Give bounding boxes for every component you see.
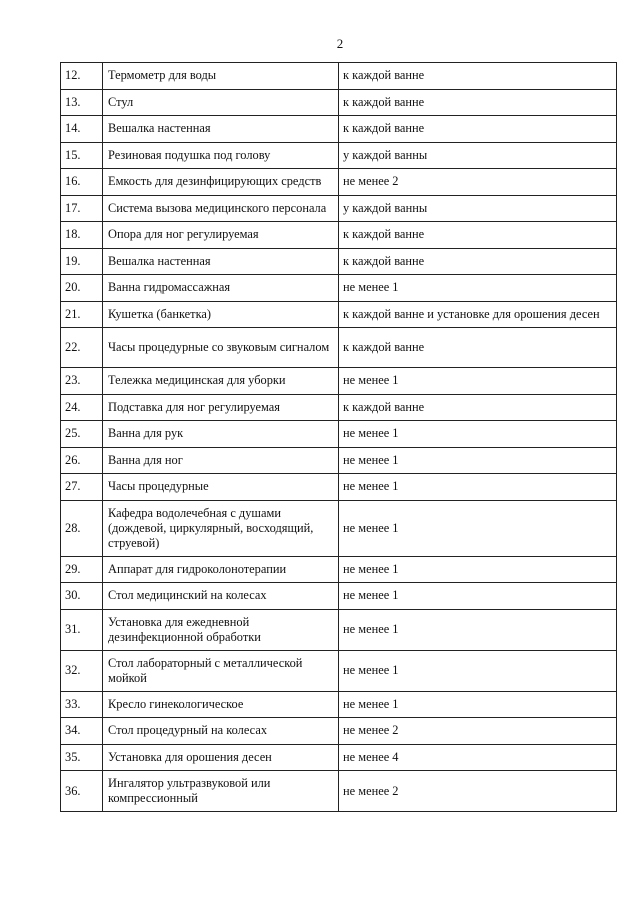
table-row bbox=[61, 650, 617, 691]
item-quantity: у каждой ванны bbox=[339, 142, 617, 169]
item-quantity: к каждой ванне и установке для орошения десен bbox=[339, 301, 617, 328]
row-number: 26. bbox=[61, 447, 103, 474]
item-name: Опора для ног регулируемая bbox=[103, 222, 339, 249]
row-number: 30. bbox=[61, 583, 103, 610]
table-row bbox=[61, 447, 617, 474]
table-row bbox=[61, 474, 617, 501]
row-number: 36. bbox=[61, 771, 103, 812]
table-row bbox=[61, 556, 617, 583]
row-number: 24. bbox=[61, 394, 103, 421]
table-row bbox=[61, 142, 617, 169]
table-row bbox=[61, 169, 617, 196]
table-row bbox=[61, 583, 617, 610]
item-name: Термометр для воды bbox=[103, 63, 339, 90]
table-row bbox=[61, 609, 617, 650]
table-row bbox=[61, 744, 617, 771]
item-name: Кресло гинекологическое bbox=[103, 691, 339, 718]
row-number: 12. bbox=[61, 63, 103, 90]
item-name: Аппарат для гидроколонотерапии bbox=[103, 556, 339, 583]
table-row bbox=[61, 328, 617, 368]
item-name: Кафедра водолечебная с душами (дождевой, циркулярный, восходящий, струевой) bbox=[103, 500, 339, 556]
row-number: 18. bbox=[61, 222, 103, 249]
row-number: 34. bbox=[61, 718, 103, 745]
item-quantity: к каждой ванне bbox=[339, 63, 617, 90]
table-row bbox=[61, 89, 617, 116]
item-quantity: не менее 1 bbox=[339, 556, 617, 583]
item-name: Часы процедурные со звуковым сигналом bbox=[103, 328, 339, 368]
item-name: Кушетка (банкетка) bbox=[103, 301, 339, 328]
item-name: Емкость для дезинфицирующих средств bbox=[103, 169, 339, 196]
table-row bbox=[61, 421, 617, 448]
item-name: Стол медицинский на колесах bbox=[103, 583, 339, 610]
table-row bbox=[61, 222, 617, 249]
table-row bbox=[61, 301, 617, 328]
row-number: 35. bbox=[61, 744, 103, 771]
row-number: 22. bbox=[61, 328, 103, 368]
item-quantity: к каждой ванне bbox=[339, 89, 617, 116]
item-quantity: к каждой ванне bbox=[339, 222, 617, 249]
row-number: 14. bbox=[61, 116, 103, 143]
item-quantity: не менее 1 bbox=[339, 421, 617, 448]
item-quantity: к каждой ванне bbox=[339, 394, 617, 421]
row-number: 33. bbox=[61, 691, 103, 718]
item-quantity: к каждой ванне bbox=[339, 328, 617, 368]
table-row bbox=[61, 718, 617, 745]
item-quantity: не менее 1 bbox=[339, 583, 617, 610]
item-quantity: к каждой ванне bbox=[339, 116, 617, 143]
table-row bbox=[61, 500, 617, 556]
item-name: Ванна гидромассажная bbox=[103, 275, 339, 302]
item-name: Стул bbox=[103, 89, 339, 116]
table-row bbox=[61, 195, 617, 222]
row-number: 29. bbox=[61, 556, 103, 583]
item-quantity: не менее 1 bbox=[339, 447, 617, 474]
item-quantity: не менее 1 bbox=[339, 609, 617, 650]
table-row bbox=[61, 275, 617, 302]
item-quantity: не менее 4 bbox=[339, 744, 617, 771]
item-name: Вешалка настенная bbox=[103, 248, 339, 275]
row-number: 16. bbox=[61, 169, 103, 196]
page-number: 2 bbox=[336, 36, 344, 51]
row-number: 23. bbox=[61, 368, 103, 395]
item-quantity: не менее 1 bbox=[339, 275, 617, 302]
table-row bbox=[61, 394, 617, 421]
row-number: 27. bbox=[61, 474, 103, 501]
row-number: 32. bbox=[61, 650, 103, 691]
item-quantity: не менее 2 bbox=[339, 169, 617, 196]
item-name: Ингалятор ультразвуковой или компрессионный bbox=[103, 771, 339, 812]
row-number: 17. bbox=[61, 195, 103, 222]
table-row bbox=[61, 248, 617, 275]
row-number: 28. bbox=[61, 500, 103, 556]
item-quantity: у каждой ванны bbox=[339, 195, 617, 222]
table-row bbox=[61, 63, 617, 90]
row-number: 31. bbox=[61, 609, 103, 650]
item-name: Часы процедурные bbox=[103, 474, 339, 501]
item-name: Установка для ежедневной дезинфекционной обработки bbox=[103, 609, 339, 650]
item-quantity: к каждой ванне bbox=[339, 248, 617, 275]
equipment-table bbox=[60, 62, 617, 812]
item-name: Стол процедурный на колесах bbox=[103, 718, 339, 745]
row-number: 21. bbox=[61, 301, 103, 328]
item-name: Вешалка настенная bbox=[103, 116, 339, 143]
item-quantity: не менее 2 bbox=[339, 771, 617, 812]
item-quantity: не менее 1 bbox=[339, 368, 617, 395]
item-quantity: не менее 2 bbox=[339, 718, 617, 745]
item-name: Ванна для рук bbox=[103, 421, 339, 448]
item-name: Резиновая подушка под голову bbox=[103, 142, 339, 169]
table-row bbox=[61, 691, 617, 718]
table-row bbox=[61, 368, 617, 395]
item-name: Установка для орошения десен bbox=[103, 744, 339, 771]
item-name: Тележка медицинская для уборки bbox=[103, 368, 339, 395]
item-quantity: не менее 1 bbox=[339, 500, 617, 556]
row-number: 19. bbox=[61, 248, 103, 275]
item-quantity: не менее 1 bbox=[339, 650, 617, 691]
table-row bbox=[61, 116, 617, 143]
item-quantity: не менее 1 bbox=[339, 691, 617, 718]
table-row bbox=[61, 771, 617, 812]
item-name: Ванна для ног bbox=[103, 447, 339, 474]
item-name: Стол лабораторный с металлической мойкой bbox=[103, 650, 339, 691]
item-quantity: не менее 1 bbox=[339, 474, 617, 501]
item-name: Система вызова медицинского персонала bbox=[103, 195, 339, 222]
item-name: Подставка для ног регулируемая bbox=[103, 394, 339, 421]
row-number: 20. bbox=[61, 275, 103, 302]
row-number: 15. bbox=[61, 142, 103, 169]
row-number: 13. bbox=[61, 89, 103, 116]
row-number: 25. bbox=[61, 421, 103, 448]
